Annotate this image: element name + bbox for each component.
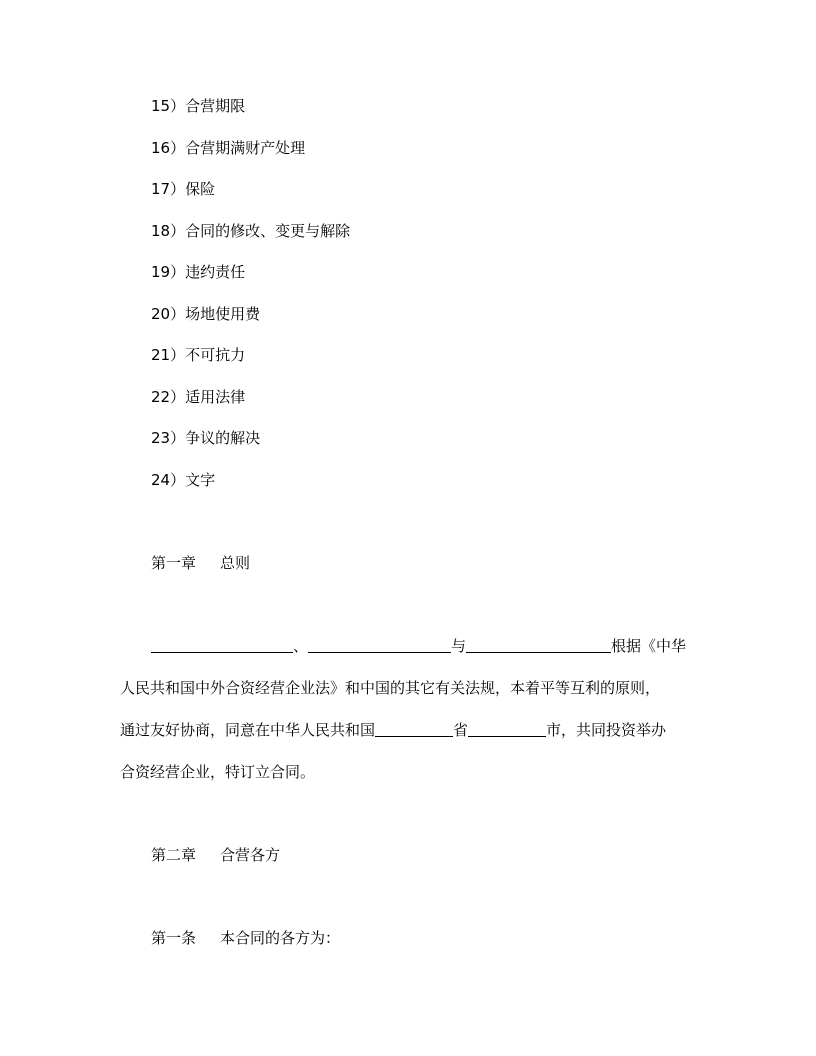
toc-item-19: 19）违约责任 — [151, 263, 246, 281]
toc-item-23: 23）争议的解决 — [151, 429, 261, 447]
paragraph-separator-2: 与 — [451, 637, 467, 655]
province-blank — [375, 720, 453, 737]
article-1-title: 本合同的各方为： — [220, 929, 341, 947]
article-1-heading — [151, 928, 340, 948]
paragraph-line-1-tail: 根据《中华 — [611, 637, 687, 655]
paragraph-line-2: 人民共和国中外合资经营企业法》和中国的其它有关法规，本着平等互利的原则， — [120, 679, 661, 697]
paragraph-separator-1: 、 — [293, 637, 309, 655]
toc-item-16: 16）合营期满财产处理 — [151, 139, 306, 157]
chapter-1-heading — [151, 553, 250, 573]
chapter-2-heading — [151, 845, 280, 865]
toc-item-22: 22）适用法律 — [151, 388, 246, 406]
chapter-2-number: 第二章 — [151, 846, 197, 864]
article-1-number: 第一条 — [151, 929, 197, 947]
toc-item-15: 15）合营期限 — [151, 97, 246, 115]
paragraph-line-1 — [151, 636, 686, 656]
party-a-blank — [151, 636, 293, 653]
toc-item-20: 20）场地使用费 — [151, 305, 261, 323]
chapter-1-number: 第一章 — [151, 554, 197, 572]
city-blank — [468, 720, 546, 737]
paragraph-line-3 — [120, 720, 666, 740]
toc-item-17: 17）保险 — [151, 180, 216, 198]
paragraph-line-3-head: 通过友好协商，同意在中华人民共和国 — [120, 721, 376, 739]
paragraph-line-3-tail: 市，共同投资举办 — [546, 721, 667, 739]
chapter-2-title: 合营各方 — [220, 846, 281, 864]
party-c-blank — [466, 636, 611, 653]
party-b-blank — [308, 636, 451, 653]
chapter-1-title: 总则 — [220, 554, 251, 572]
toc-item-18: 18）合同的修改、变更与解除 — [151, 222, 351, 240]
toc-item-21: 21）不可抗力 — [151, 346, 246, 364]
toc-item-24: 24）文字 — [151, 471, 216, 489]
province-label: 省 — [453, 721, 469, 739]
paragraph-line-4: 合资经营企业，特订立合同。 — [120, 763, 316, 781]
